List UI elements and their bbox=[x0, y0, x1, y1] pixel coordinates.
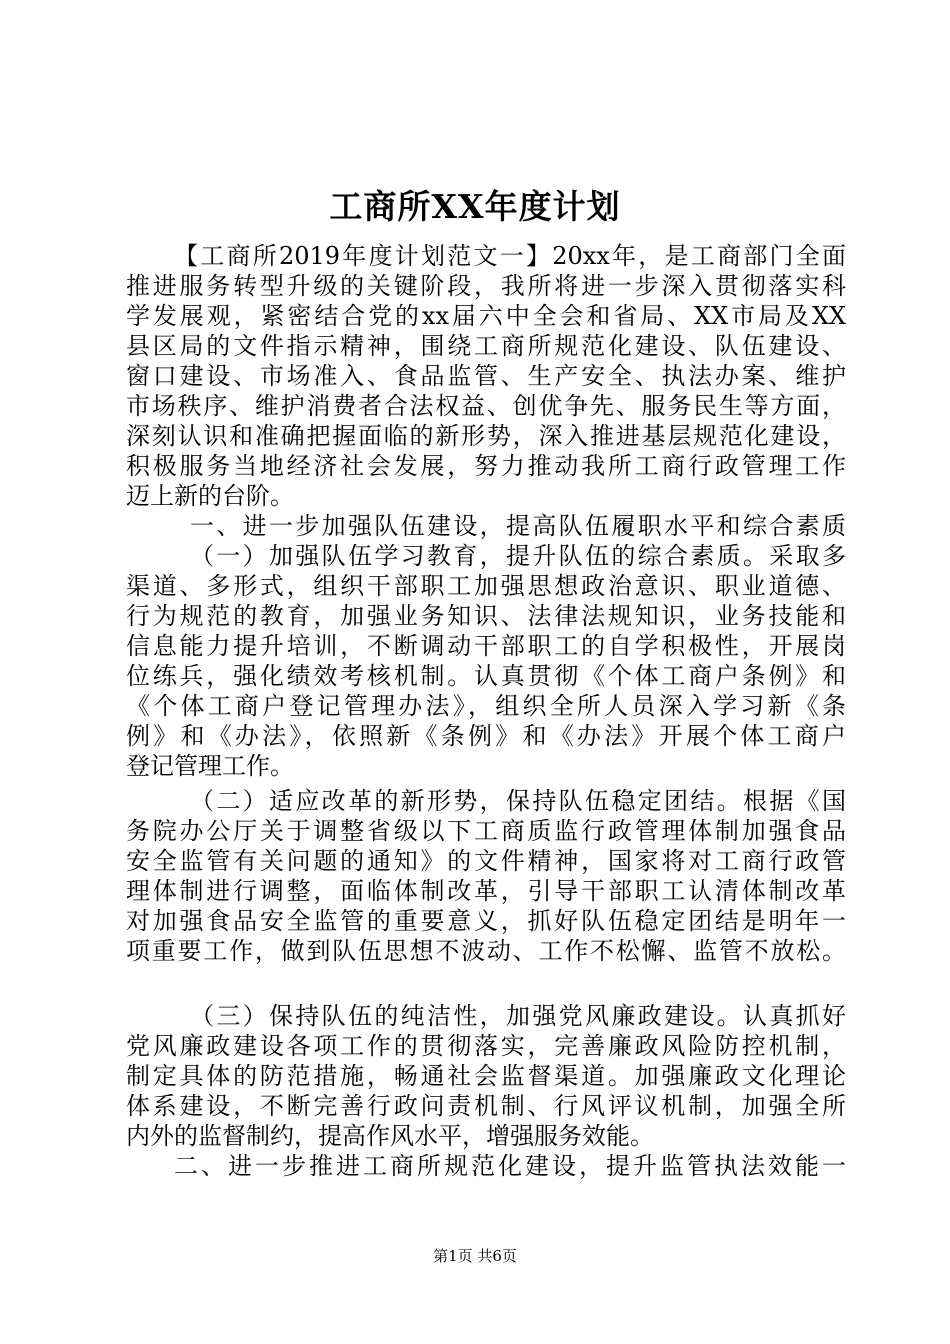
paragraph-line: 体系建设，不断完善行政问责机制、行风评议机制，加强全所 bbox=[126, 1092, 846, 1120]
paragraph-line: 行为规范的教育，加强业务知识、法律法规知识，业务技能和 bbox=[126, 602, 846, 630]
paragraph-line: 【工商所2019年度计划范文一】20xx年，是工商部门全面 bbox=[174, 242, 846, 270]
paragraph-line: 安全监管有关问题的通知》的文件精神，国家将对工商行政管 bbox=[126, 847, 846, 875]
paragraph-line: 位练兵，强化绩效考核机制。认真贯彻《个体工商户条例》和 bbox=[126, 662, 846, 690]
section-heading: 一、进一步加强队伍建设，提高队伍履职水平和综合素质 bbox=[190, 512, 846, 540]
document-title: 工商所XX年度计划 bbox=[329, 187, 621, 226]
paragraph-line: 制定具体的防范措施，畅通社会监督渠道。加强廉政文化理论 bbox=[126, 1062, 846, 1090]
paragraph-line: 对加强食品安全监管的重要意义，抓好队伍稳定团结是明年一 bbox=[126, 907, 846, 935]
paragraph-line: 登记管理工作。 bbox=[126, 752, 294, 780]
paragraph-line: 市场秩序、维护消费者合法权益、创优争先、服务民生等方面， bbox=[126, 392, 846, 420]
paragraph-line: 县区局的文件指示精神，围绕工商所规范化建设、队伍建设、 bbox=[126, 332, 846, 360]
paragraph-line: 信息能力提升培训，不断调动干部职工的自学积极性，开展岗 bbox=[126, 632, 846, 660]
paragraph-line: 深刻认识和准确把握面临的新形势，深入推进基层规范化建设， bbox=[126, 422, 846, 450]
paragraph-line: 窗口建设、市场准入、食品监管、生产安全、执法办案、维护 bbox=[126, 362, 846, 390]
paragraph-line: 迈上新的台阶。 bbox=[126, 482, 294, 510]
paragraph-line: 推进服务转型升级的关键阶段，我所将进一步深入贯彻落实科 bbox=[126, 272, 846, 300]
paragraph-line: （一）加强队伍学习教育，提升队伍的综合素质。采取多 bbox=[190, 542, 846, 570]
paragraph-line: 务院办公厅关于调整省级以下工商质监行政管理体制加强食品 bbox=[126, 817, 846, 845]
page-footer: 第1页 共6页 bbox=[433, 1247, 517, 1265]
paragraph-line: 渠道、多形式，组织干部职工加强思想政治意识、职业道德、 bbox=[126, 572, 846, 600]
paragraph-line: 例》和《办法》，依照新《条例》和《办法》开展个体工商户 bbox=[126, 722, 846, 750]
paragraph-line: （三）保持队伍的纯洁性，加强党风廉政建设。认真抓好 bbox=[190, 1002, 846, 1030]
paragraph-line: 内外的监督制约，提高作风水平，增强服务效能。 bbox=[126, 1122, 654, 1150]
paragraph-line: 理体制进行调整，面临体制改革，引导干部职工认清体制改革 bbox=[126, 877, 846, 905]
paragraph-line: 党风廉政建设各项工作的贯彻落实，完善廉政风险防控机制， bbox=[126, 1032, 846, 1060]
section-heading: 二、进一步推进工商所规范化建设，提升监管执法效能一 bbox=[174, 1152, 846, 1180]
paragraph-line: 学发展观，紧密结合党的xx届六中全会和省局、XX市局及XX bbox=[126, 302, 846, 330]
paragraph-line: 积极服务当地经济社会发展，努力推动我所工商行政管理工作 bbox=[126, 452, 846, 480]
paragraph-line: 项重要工作，做到队伍思想不波动、工作不松懈、监管不放松。 bbox=[126, 937, 846, 965]
paragraph-line: 《个体工商户登记管理办法》，组织全所人员深入学习新《条 bbox=[126, 692, 846, 720]
paragraph-line: （二）适应改革的新形势，保持队伍稳定团结。根据《国 bbox=[190, 787, 846, 815]
